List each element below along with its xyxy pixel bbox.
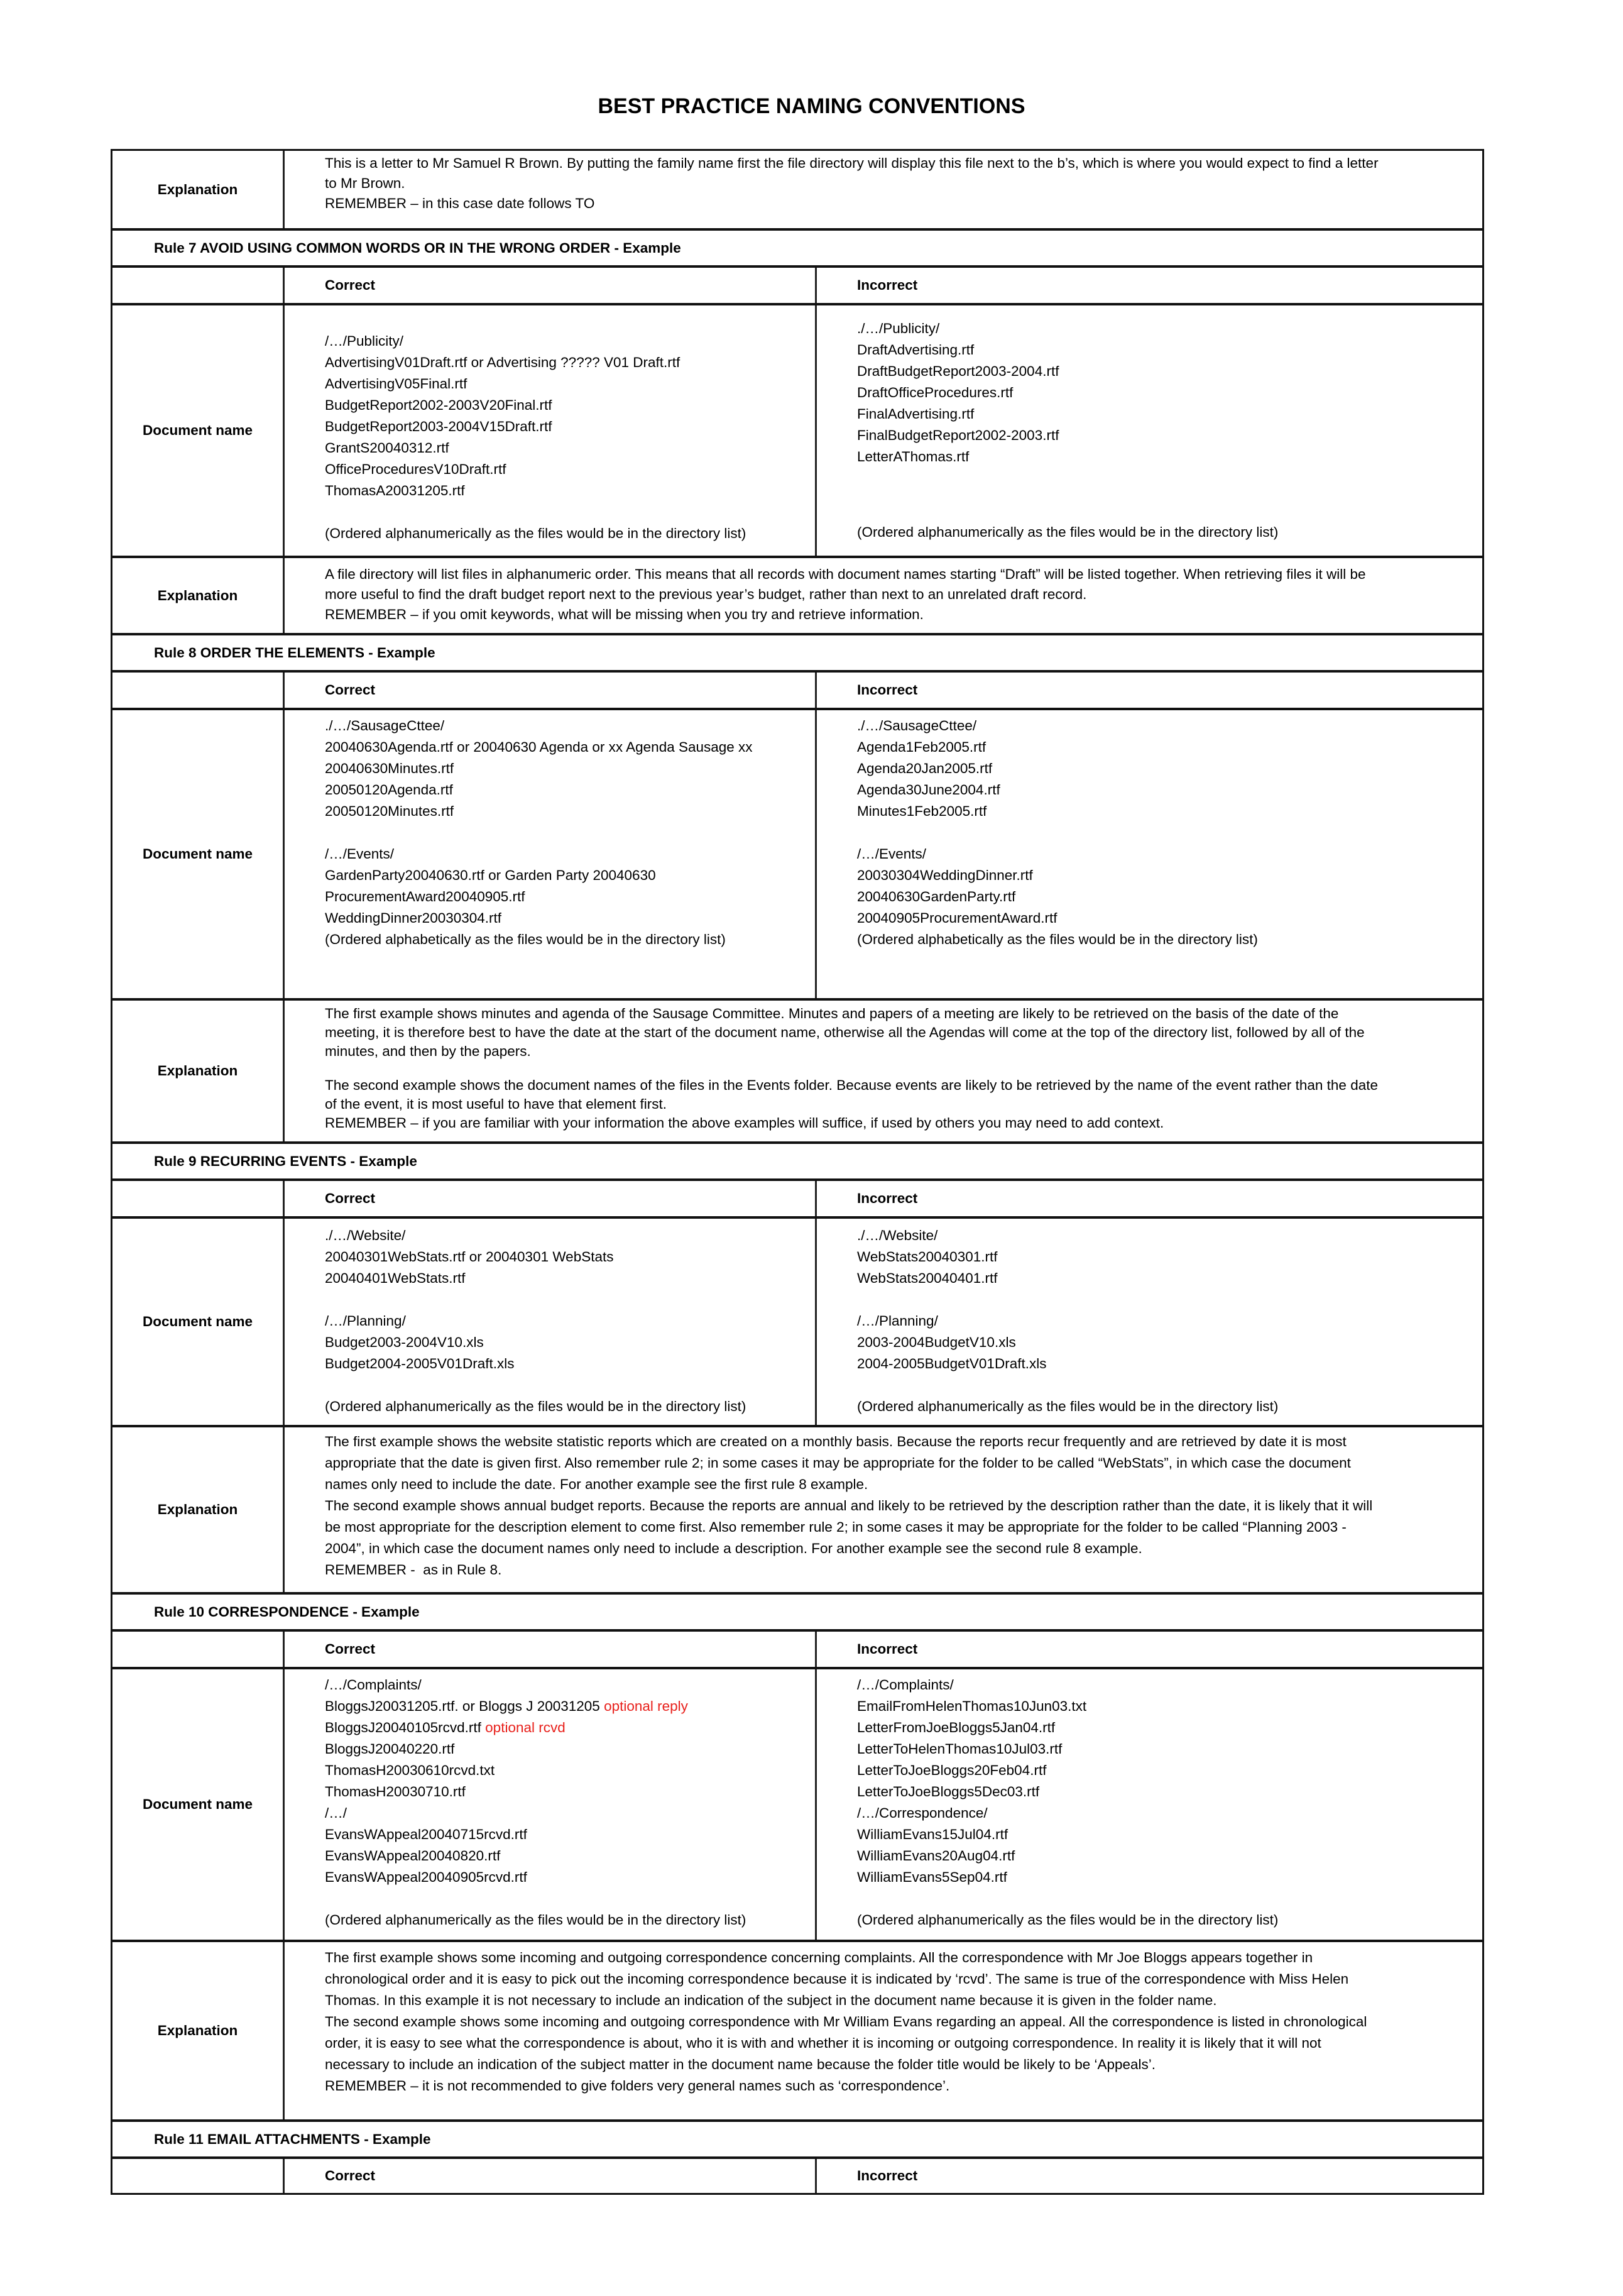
text-line: This is a letter to Mr Samuel R Brown. By putting the family name first the file directory will display this file next to the b’s, which is where you would expect to find a letter xyxy=(325,155,1379,171)
file-name: LetterAThomas.rtf xyxy=(857,449,970,464)
incorrect-header: Incorrect xyxy=(857,682,918,698)
file-name: WilliamEvans20Aug04.rtf xyxy=(857,1848,1015,1864)
text-line: The first example shows some incoming and outgoing correspondence concerning complaints. All the correspondence with Mr Joe Bloggs appears together in xyxy=(325,1950,1313,1965)
text-line: Thomas. In this example it is not necessary to include an indication of the subject in the document name because it is given in the folder name. xyxy=(325,1992,1217,2008)
rule-9-heading-row xyxy=(112,1141,1482,1178)
text-line: The first example shows the website statistic reports which are created on a monthly basis. Because the reports recur frequently and are retrieved by date it is most xyxy=(325,1434,1347,1449)
row-label: Explanation xyxy=(112,151,285,228)
text-line: The second example shows annual budget reports. Because the reports are annual and likely to be retrieved by the description rather than the date, it is likely that it will xyxy=(325,1498,1373,1513)
file-name: BloggsJ20031205.rtf. or Bloggs J 20031205 optional reply xyxy=(325,1698,688,1714)
file-name: 20040630Minutes.rtf xyxy=(325,761,454,776)
correct-header: Correct xyxy=(285,1632,817,1667)
file-name: 20050120Minutes.rtf xyxy=(325,803,454,819)
order-note: (Ordered alphabetically as the files would be in the directory list) xyxy=(857,931,1258,947)
order-note: (Ordered alphanumerically as the files would be in the directory list) xyxy=(857,524,1279,540)
row-label: Document name xyxy=(112,710,285,998)
file-name: ThomasH20030610rcvd.txt xyxy=(325,1762,495,1778)
rule-heading: Rule 7 AVOID USING COMMON WORDS OR IN THE WRONG ORDER - Example xyxy=(154,239,681,256)
rule-8-heading-row xyxy=(112,633,1482,670)
rule-11-column-header-row xyxy=(112,2156,1482,2193)
file-name: ./…/Website/ xyxy=(857,1228,938,1243)
file-name: Agenda1Feb2005.rtf xyxy=(857,739,986,755)
incorrect-header: Incorrect xyxy=(857,277,918,293)
incorrect-header: Incorrect xyxy=(857,1190,918,1206)
file-name: AdvertisingV01Draft.rtf or Advertising ????? V01 Draft.rtf xyxy=(325,354,680,370)
text-line: order, it is easy to see what the correspondence is about, who it is with and whether it is incoming or outgoing correspondence. In reality it is likely that it will not xyxy=(325,2035,1321,2051)
row-label: Document name xyxy=(112,305,285,556)
text-line: of the event, it is most useful to have that element first. xyxy=(325,1096,667,1112)
rule-heading: Rule 9 RECURRING EVENTS - Example xyxy=(154,1153,417,1169)
file-name: 20040630GardenParty.rtf xyxy=(857,889,1016,904)
order-note: (Ordered alphabetically as the files would be in the directory list) xyxy=(325,931,726,947)
rule-8-column-header-row xyxy=(112,670,1482,708)
explanation-text xyxy=(285,151,1482,228)
file-name: LetterToJoeBloggs20Feb04.rtf xyxy=(857,1762,1047,1778)
rule-7-column-header-row xyxy=(112,265,1482,303)
text-line: REMEMBER – if you omit keywords, what will be missing when you try and retrieve information. xyxy=(325,607,924,622)
text-line: chronological order and it is easy to pick out the incoming correspondence because it is indicated by ‘rcvd’. The same is true of the correspondence with Miss Helen xyxy=(325,1971,1349,1987)
file-name: LetterFromJoeBloggs5Jan04.rtf xyxy=(857,1720,1056,1735)
rule-9-explanation-row xyxy=(112,1425,1482,1592)
text-line: REMEMBER – it is not recommended to give folders very general names such as ‘correspondence’. xyxy=(325,2078,950,2094)
file-name: /…/ xyxy=(325,1805,347,1821)
text-line: REMEMBER – if you are familiar with your information the above examples will suffice, if used by others you may need to add context. xyxy=(325,1115,1164,1131)
optional-note: optional reply xyxy=(604,1698,688,1714)
text-line: names only need to include the date. For another example see the first rule 8 example. xyxy=(325,1476,868,1492)
rule-9-document-name-row xyxy=(112,1216,1482,1425)
file-name: /…/Events/ xyxy=(325,846,395,862)
text-line: be most appropriate for the description element to come first. Also remember rule 2; in some cases it may be appropriate for the folder to be called “Planning 2003 - xyxy=(325,1519,1347,1535)
incorrect-examples xyxy=(817,305,1482,556)
file-name: /…/Correspondence/ xyxy=(857,1805,988,1821)
file-name: ./…/SausageCttee/ xyxy=(325,718,445,733)
rule-9-column-header-row xyxy=(112,1178,1482,1216)
text-line: minutes, and then by the papers. xyxy=(325,1043,531,1059)
order-note: (Ordered alphanumerically as the files would be in the directory list) xyxy=(857,1912,1279,1928)
empty-label xyxy=(112,1632,285,1667)
rule-11-heading-row xyxy=(112,2119,1482,2156)
rule-7-explanation-row xyxy=(112,556,1482,633)
optional-note: optional rcvd xyxy=(485,1720,566,1735)
file-name: 2003-2004BudgetV10.xls xyxy=(857,1334,1016,1350)
rule-7-heading-row xyxy=(112,228,1482,265)
row-label: Explanation xyxy=(112,558,285,633)
file-name: 20050120Agenda.rtf xyxy=(325,782,453,798)
file-name: 20040301WebStats.rtf or 20040301 WebStats xyxy=(325,1249,614,1265)
file-name: Budget2004-2005V01Draft.xls xyxy=(325,1356,515,1371)
file-name: BloggsJ20040220.rtf xyxy=(325,1741,455,1757)
correct-header: Correct xyxy=(285,2159,817,2193)
file-name: EvansWAppeal20040715rcvd.rtf xyxy=(325,1826,527,1842)
file-name: WebStats20040301.rtf xyxy=(857,1249,998,1265)
intro-explanation-row xyxy=(112,151,1482,228)
text-line: to Mr Brown. xyxy=(325,175,405,191)
file-name: LetterToHelenThomas10Jul03.rtf xyxy=(857,1741,1063,1757)
rule-8-explanation-row xyxy=(112,998,1482,1141)
text-line: The second example shows the document names of the files in the Events folder. Because events are likely to be retrieved by the name of the event rather than the date xyxy=(325,1077,1378,1093)
file-name: 20040630Agenda.rtf or 20040630 Agenda or xx Agenda Sausage xx xyxy=(325,739,753,755)
row-label: Explanation xyxy=(112,1001,285,1141)
file-name: FinalAdvertising.rtf xyxy=(857,406,975,422)
text-line: REMEMBER – in this case date follows TO xyxy=(325,195,595,211)
incorrect-examples xyxy=(817,1219,1482,1425)
rule-7-document-name-row xyxy=(112,303,1482,556)
file-name: /…/Complaints/ xyxy=(325,1677,422,1693)
file-name: Agenda20Jan2005.rtf xyxy=(857,761,993,776)
file-name: /…/Planning/ xyxy=(857,1313,938,1329)
explanation-text xyxy=(285,1942,1482,2119)
correct-examples xyxy=(285,1219,817,1425)
rule-heading: Rule 8 ORDER THE ELEMENTS - Example xyxy=(154,644,435,661)
file-name: OfficeProceduresV10Draft.rtf xyxy=(325,461,506,477)
explanation-text xyxy=(285,1427,1482,1592)
order-note: (Ordered alphanumerically as the files would be in the directory list) xyxy=(325,1912,746,1928)
incorrect-examples xyxy=(817,1669,1482,1940)
empty-label xyxy=(112,268,285,303)
correct-examples xyxy=(285,305,817,556)
row-label: Document name xyxy=(112,1219,285,1425)
file-name: ProcurementAward20040905.rtf xyxy=(325,889,525,904)
rule-10-heading-row xyxy=(112,1592,1482,1629)
empty-label xyxy=(112,673,285,708)
file-name: /…/Events/ xyxy=(857,846,927,862)
file-name: WebStats20040401.rtf xyxy=(857,1270,998,1286)
text-line: necessary to include an indication of the subject matter in the document name because the folder title would be likely to be ‘Appeals’. xyxy=(325,2057,1156,2072)
file-name: AdvertisingV05Final.rtf xyxy=(325,376,467,392)
rule-8-document-name-row xyxy=(112,708,1482,998)
rule-10-document-name-row xyxy=(112,1667,1482,1940)
file-name: Agenda30June2004.rtf xyxy=(857,782,1000,798)
text-line: The second example shows some incoming and outgoing correspondence with Mr William Evans regarding an appeal. All the correspondence is listed in chronological xyxy=(325,2014,1367,2030)
row-label: Explanation xyxy=(112,1942,285,2119)
file-name: DraftAdvertising.rtf xyxy=(857,342,975,358)
text-line: meeting, it is therefore best to have the date at the start of the document name, otherwise all the Agendas will come at the top of the directory list, followed by all of the xyxy=(325,1024,1365,1040)
file-name: WeddingDinner20030304.rtf xyxy=(325,910,502,926)
file-name: EvansWAppeal20040905rcvd.rtf xyxy=(325,1869,527,1885)
correct-header: Correct xyxy=(285,268,817,303)
correct-examples xyxy=(285,710,817,998)
correct-header: Correct xyxy=(285,673,817,708)
file-name: BloggsJ20040105rcvd.rtf optional rcvd xyxy=(325,1720,566,1735)
file-name: ThomasH20030710.rtf xyxy=(325,1784,466,1799)
file-name: 20040905ProcurementAward.rtf xyxy=(857,910,1057,926)
file-name: 20040401WebStats.rtf xyxy=(325,1270,466,1286)
rule-heading: Rule 10 CORRESPONDENCE - Example xyxy=(154,1603,420,1620)
file-name: Minutes1Feb2005.rtf xyxy=(857,803,987,819)
naming-conventions-table xyxy=(111,149,1484,2195)
explanation-text xyxy=(285,1001,1482,1141)
file-name: BudgetReport2003-2004V15Draft.rtf xyxy=(325,419,552,434)
incorrect-examples xyxy=(817,710,1482,998)
order-note: (Ordered alphanumerically as the files would be in the directory list) xyxy=(857,1398,1279,1414)
file-name: ./…/SausageCttee/ xyxy=(857,718,977,733)
file-name: GrantS20040312.rtf xyxy=(325,440,449,456)
empty-label xyxy=(112,2159,285,2193)
row-label: Explanation xyxy=(112,1427,285,1592)
correct-examples xyxy=(285,1669,817,1940)
file-name: EmailFromHelenThomas10Jun03.txt xyxy=(857,1698,1087,1714)
explanation-text xyxy=(285,558,1482,633)
row-label: Document name xyxy=(112,1669,285,1940)
empty-label xyxy=(112,1181,285,1216)
text-line: 2004”, in which case the document names only need to include a description. For another example see the second rule 8 example. xyxy=(325,1541,1142,1556)
file-name: Budget2003-2004V10.xls xyxy=(325,1334,484,1350)
file-name: /…/Planning/ xyxy=(325,1313,406,1329)
file-name: ThomasA20031205.rtf xyxy=(325,483,465,498)
file-name: LetterToJoeBloggs5Dec03.rtf xyxy=(857,1784,1040,1799)
file-name: 2004-2005BudgetV01Draft.xls xyxy=(857,1356,1047,1371)
file-name: /…/Publicity/ xyxy=(325,333,404,349)
text-line: REMEMBER - as in Rule 8. xyxy=(325,1562,502,1578)
rule-10-explanation-row xyxy=(112,1940,1482,2119)
file-name: WilliamEvans15Jul04.rtf xyxy=(857,1826,1008,1842)
incorrect-header: Incorrect xyxy=(857,2168,918,2183)
rule-10-column-header-row xyxy=(112,1629,1482,1667)
text-line: A file directory will list files in alphanumeric order. This means that all records with document names starting “Draft” will be listed together. When retrieving files it will be xyxy=(325,566,1366,582)
text-line: The first example shows minutes and agenda of the Sausage Committee. Minutes and papers of a meeting are likely to be retrieved on the basis of the date of the xyxy=(325,1006,1339,1021)
file-name: /…/Complaints/ xyxy=(857,1677,954,1693)
page-title: BEST PRACTICE NAMING CONVENTIONS xyxy=(598,94,1025,118)
file-name: DraftBudgetReport2003-2004.rtf xyxy=(857,363,1059,379)
order-note: (Ordered alphanumerically as the files would be in the directory list) xyxy=(325,1398,746,1414)
order-note: (Ordered alphanumerically as the files would be in the directory list) xyxy=(325,525,746,541)
text-line: appropriate that the date is given first. Also remember rule 2; in some cases it may be appropriate for the folder to be called “WebStats”, in which case the document xyxy=(325,1455,1351,1471)
rule-heading: Rule 11 EMAIL ATTACHMENTS - Example xyxy=(154,2131,431,2147)
file-name: EvansWAppeal20040820.rtf xyxy=(325,1848,501,1864)
file-name: BudgetReport2002-2003V20Final.rtf xyxy=(325,397,552,413)
file-name: DraftOfficeProcedures.rtf xyxy=(857,385,1014,400)
text-line: more useful to find the draft budget report next to the previous year’s budget, rather than next to an unrelated draft record. xyxy=(325,586,1087,602)
correct-header: Correct xyxy=(285,1181,817,1216)
file-name: ./…/Website/ xyxy=(325,1228,406,1243)
incorrect-header: Incorrect xyxy=(857,1641,918,1657)
file-name: FinalBudgetReport2002-2003.rtf xyxy=(857,427,1059,443)
file-name: GardenParty20040630.rtf or Garden Party 20040630 xyxy=(325,867,656,883)
file-name: 20030304WeddingDinner.rtf xyxy=(857,867,1033,883)
file-name: ./…/Publicity/ xyxy=(857,321,940,336)
file-name: WilliamEvans5Sep04.rtf xyxy=(857,1869,1007,1885)
